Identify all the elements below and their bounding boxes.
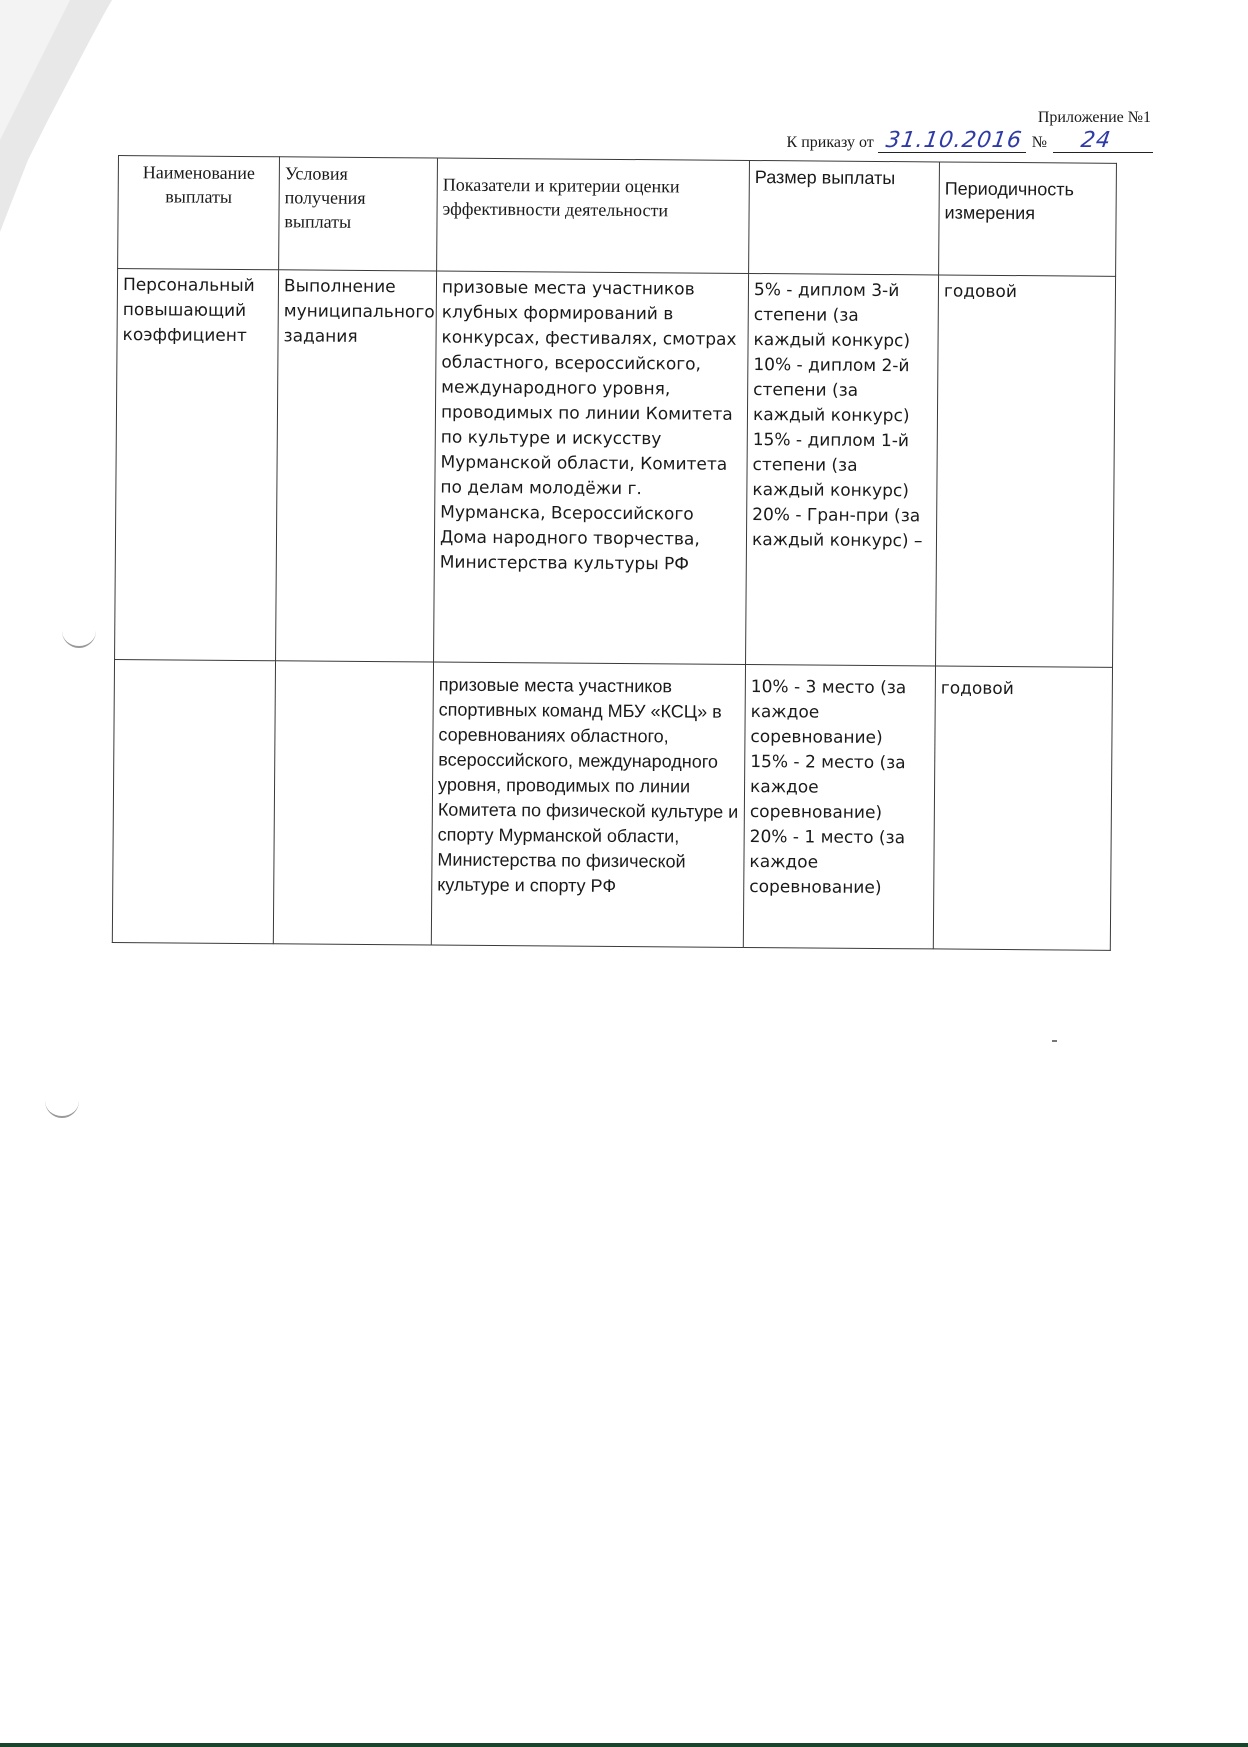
column-header-periodicity: Периодичность измерения — [939, 162, 1117, 276]
order-reference — [787, 128, 1153, 153]
table-row — [112, 659, 1112, 950]
order-number-handwritten: 24 — [1079, 128, 1113, 153]
payment-amount-cell — [746, 273, 939, 665]
scan-bottom-strip — [0, 1743, 1248, 1747]
column-header-conditions: Условия получения выплаты — [279, 157, 438, 271]
punch-hole-lower — [45, 1100, 79, 1118]
payment-periodicity-cell: годовой — [936, 275, 1116, 667]
punch-hole-upper — [62, 630, 96, 648]
table-row — [115, 269, 1116, 668]
order-date-field — [878, 128, 1026, 153]
table-header-row — [118, 156, 1117, 277]
amount-line: 15% - 2 место (за каждое соревнование) — [749, 751, 906, 824]
payments-table — [112, 155, 1117, 951]
amount-line: 20% - 1 место (за каждое соревнование) — [749, 826, 906, 899]
number-prefix: № — [1031, 134, 1047, 151]
appendix-title: Приложение №1 — [1037, 109, 1151, 126]
order-number-field — [1053, 128, 1153, 153]
order-date-handwritten: 31.10.2016 — [884, 128, 1024, 153]
amount-line: 15% - диплом 1-й степени (за каждый конкурс) — [752, 429, 909, 502]
payment-amount-cell — [743, 664, 935, 948]
amount-line: 10% - диплом 2-й степени (за каждый конкурс) — [752, 354, 910, 427]
amount-line: 10% - 3 место (за каждое соревнование) — [750, 676, 907, 749]
column-header-name: Наименование выплаты — [118, 156, 280, 270]
payment-periodicity-cell: годовой — [933, 666, 1112, 950]
scan-speck — [1052, 1040, 1057, 1042]
amount-line: 20% - Гран-при (за каждый конкурс) – — [751, 504, 923, 552]
payment-name-cell: Персональный повышающий коэффициент — [115, 269, 279, 661]
amount-line: 5% - диплом 3-й степени (за каждый конкурс) — [753, 279, 911, 352]
payment-conditions-cell: Выполнение муниципального задания — [276, 270, 437, 662]
order-prefix: К приказу от — [786, 134, 874, 151]
payment-criteria-cell: призовые места участников клубных формирований в конкурсах, фестивалях, смотрах областного, всероссийского, международного уровня, проводимых по линии Комитета по культуре и искусству Мурманской области, Комитета по делам молодёжи г. Мурманска, Всероссийского Дома народного творчества, Министерства культуры РФ — [434, 271, 749, 664]
column-header-criteria: Показатели и критерии оценки эффективности деятельности — [437, 158, 750, 273]
payment-criteria-cell: призовые места участников спортивных команд МБУ «КСЦ» в соревнованиях областного, всероссийского, международного уровня, проводимых по линии Комитета по физической культуре и спорту Мурманской области, Министерства по физической культуре и спорту РФ — [431, 662, 745, 947]
document-header — [787, 108, 1153, 153]
column-header-amount: Размер выплаты — [749, 160, 940, 274]
payment-conditions-cell — [273, 661, 433, 945]
payment-name-cell — [112, 659, 275, 943]
